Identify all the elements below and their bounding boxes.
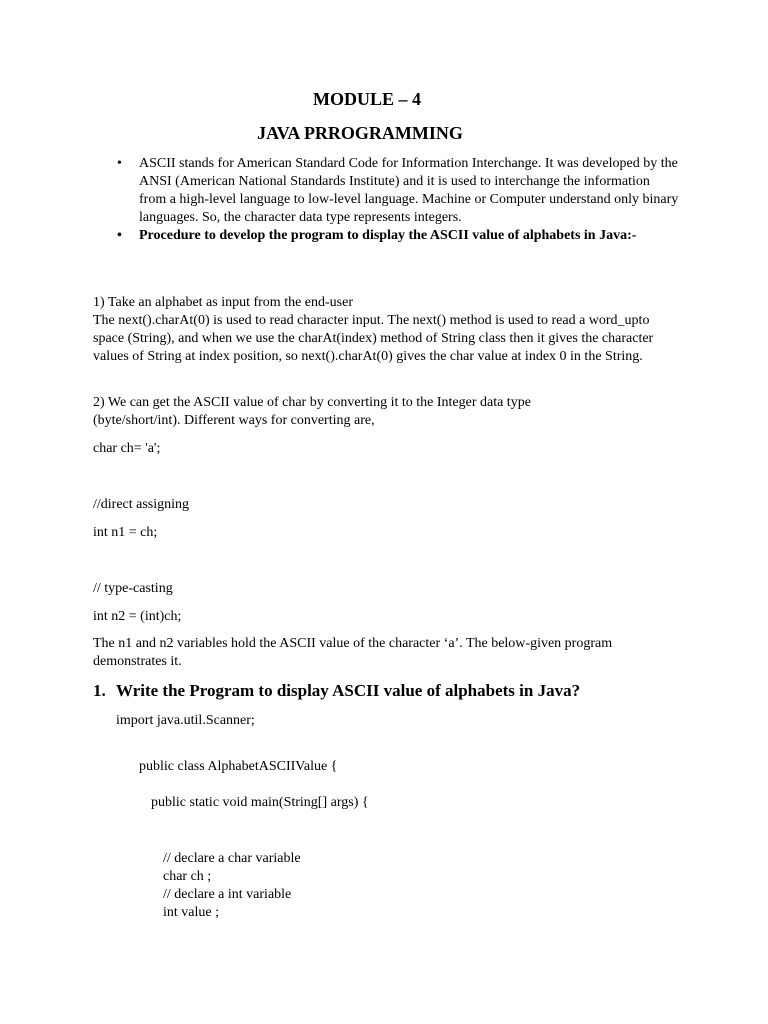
step-2-body: 2) We can get the ASCII value of char by converting it to the Integer data type (byte/short/int). Different ways for converting are, <box>93 395 531 428</box>
question-heading <box>93 680 580 702</box>
module-title: MODULE – 4 <box>313 89 421 109</box>
bullet-ascii-definition <box>117 155 679 227</box>
bullet-list <box>117 155 679 245</box>
step-1-body: The next().charAt(0) is used to read character input. The next() method is used to read a word_upto space (String), and when we use the charAt(index) method of String class then it gives the character values of String at index position, so next().charAt(0) gives the char value at index 0 in the String. <box>93 313 654 364</box>
course-title: JAVA PRROGRAMMING <box>257 123 463 143</box>
bullet-dot-icon: • <box>117 228 122 243</box>
step-2 <box>93 394 613 430</box>
snippet-direct-comment: //direct assigning <box>93 497 190 512</box>
program-comment-char: // declare a char variable <box>163 851 301 866</box>
question-text: Write the Program to display ASCII value of alphabets in Java? <box>116 681 581 700</box>
program-main-decl: public static void main(String[] args) { <box>151 795 369 810</box>
snippet-char-decl: char ch= 'a'; <box>93 441 161 456</box>
program-import: import java.util.Scanner; <box>116 713 255 728</box>
bullet-dot-icon: • <box>117 156 122 171</box>
step-1-heading: 1) Take an alphabet as input from the end-user <box>93 295 354 310</box>
snippet-cast-code: int n2 = (int)ch; <box>93 609 182 624</box>
program-comment-int: // declare a int variable <box>163 887 292 902</box>
explanation-paragraph <box>93 635 683 671</box>
step-1 <box>93 294 683 366</box>
bullet-text: Procedure to develop the program to display the ASCII value of alphabets in Java:- <box>139 228 637 243</box>
bullet-procedure <box>117 227 679 245</box>
explanation-text: The n1 and n2 variables hold the ASCII value of the character ‘a’. The below-given program demonstrates it. <box>93 636 613 669</box>
question-number: 1. <box>93 681 106 700</box>
bullet-text: ASCII stands for American Standard Code for Information Interchange. It was developed by the ANSI (American National Standards Institute) and it is used to interchange the information from a high-level language to low-level language. Machine or Computer understand only binary languages. So, the character data type represents integers. <box>139 156 679 225</box>
snippet-direct-code: int n1 = ch; <box>93 525 158 540</box>
program-decl-char: char ch ; <box>163 869 212 884</box>
program-class-decl: public class AlphabetASCIIValue { <box>139 759 338 774</box>
program-decl-int: int value ; <box>163 905 219 920</box>
snippet-cast-comment: // type-casting <box>93 581 173 596</box>
